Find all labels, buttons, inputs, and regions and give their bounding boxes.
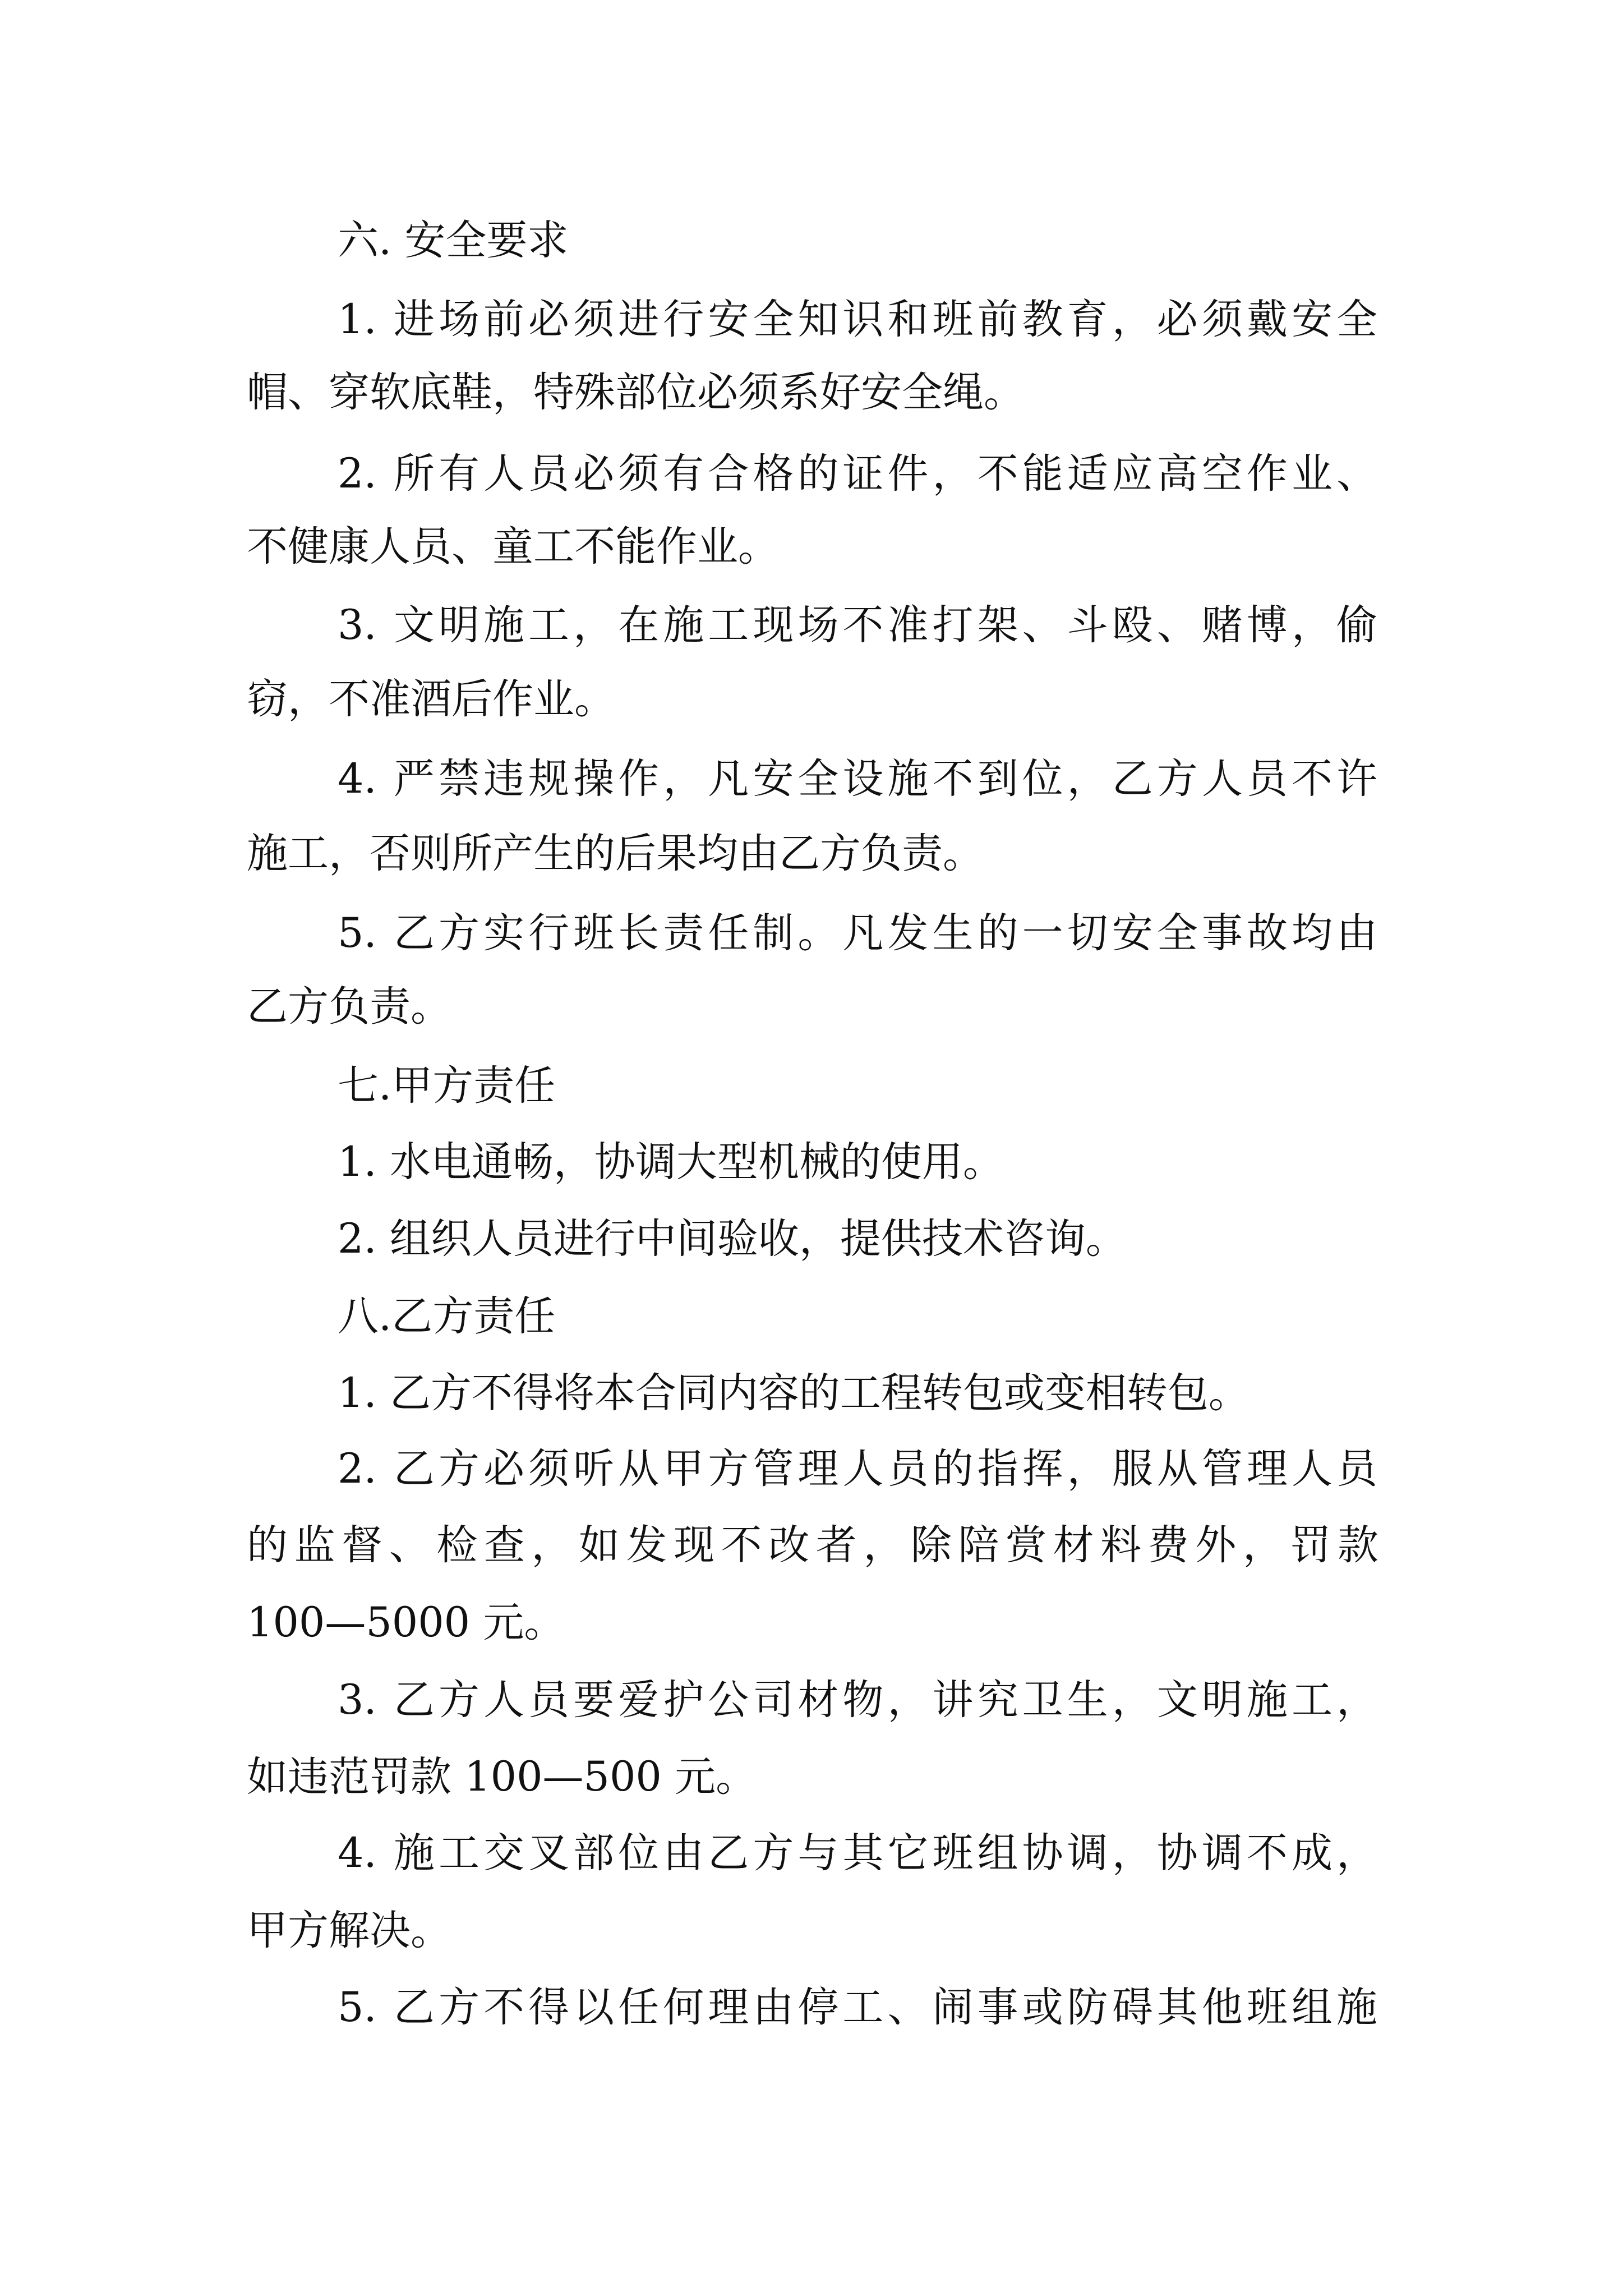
paragraph-line: 3. 文明施工，在施工现场不准打架、斗殴、赌博，偷 xyxy=(338,601,1377,649)
paragraph-line: 2. 组织人员进行中间验收，提供技术咨询。 xyxy=(338,1215,1127,1263)
paragraph-line: 窃，不准酒后作业。 xyxy=(247,675,615,723)
paragraph-line: 乙方负责。 xyxy=(247,983,451,1030)
paragraph-line: 如违范罚款 100—500 元。 xyxy=(247,1753,757,1801)
paragraph-line: 100—5000 元。 xyxy=(247,1599,565,1646)
paragraph-line: 4. 施工交叉部位由乙方与其它班组协调，协调不成， xyxy=(338,1829,1377,1877)
paragraph-line: 施工，否则所产生的后果均由乙方负责。 xyxy=(247,830,984,877)
paragraph-line: 2. 所有人员必须有合格的证件，不能适应高空作业、 xyxy=(338,450,1377,498)
paragraph-line: 1. 进场前必须进行安全知识和班前教育，必须戴安全 xyxy=(338,296,1377,343)
paragraph-line: 1. 乙方不得将本合同内容的工程转包或变相转包。 xyxy=(338,1369,1249,1417)
section-heading-eight: 八.乙方责任 xyxy=(338,1292,556,1340)
paragraph-line: 不健康人员、童工不能作业。 xyxy=(247,523,779,570)
paragraph-line: 3. 乙方人员要爱护公司材物，讲究卫生，文明施工， xyxy=(338,1676,1377,1724)
paragraph-line: 帽、穿软底鞋，特殊部位必须系好安全绳。 xyxy=(247,369,1025,416)
section-heading-seven: 七.甲方责任 xyxy=(338,1062,556,1110)
paragraph-line: 的监督、检查，如发现不改者，除陪赏材料费外，罚款 xyxy=(247,1521,1378,1569)
paragraph-line: 5. 乙方实行班长责任制。凡发生的一切安全事故均由 xyxy=(338,909,1377,957)
paragraph-line: 4. 严禁违规操作，凡安全设施不到位，乙方人员不许 xyxy=(338,755,1377,803)
paragraph-line: 2. 乙方必须听从甲方管理人员的指挥，服从管理人员 xyxy=(338,1445,1377,1493)
section-heading-six: 六. 安全要求 xyxy=(338,217,569,264)
paragraph-line: 5. 乙方不得以任何理由停工、闹事或防碍其他班组施 xyxy=(338,1984,1377,2031)
paragraph-line: 甲方解决。 xyxy=(247,1907,451,1954)
paragraph-line: 1. 水电通畅，协调大型机械的使用。 xyxy=(338,1138,1004,1186)
